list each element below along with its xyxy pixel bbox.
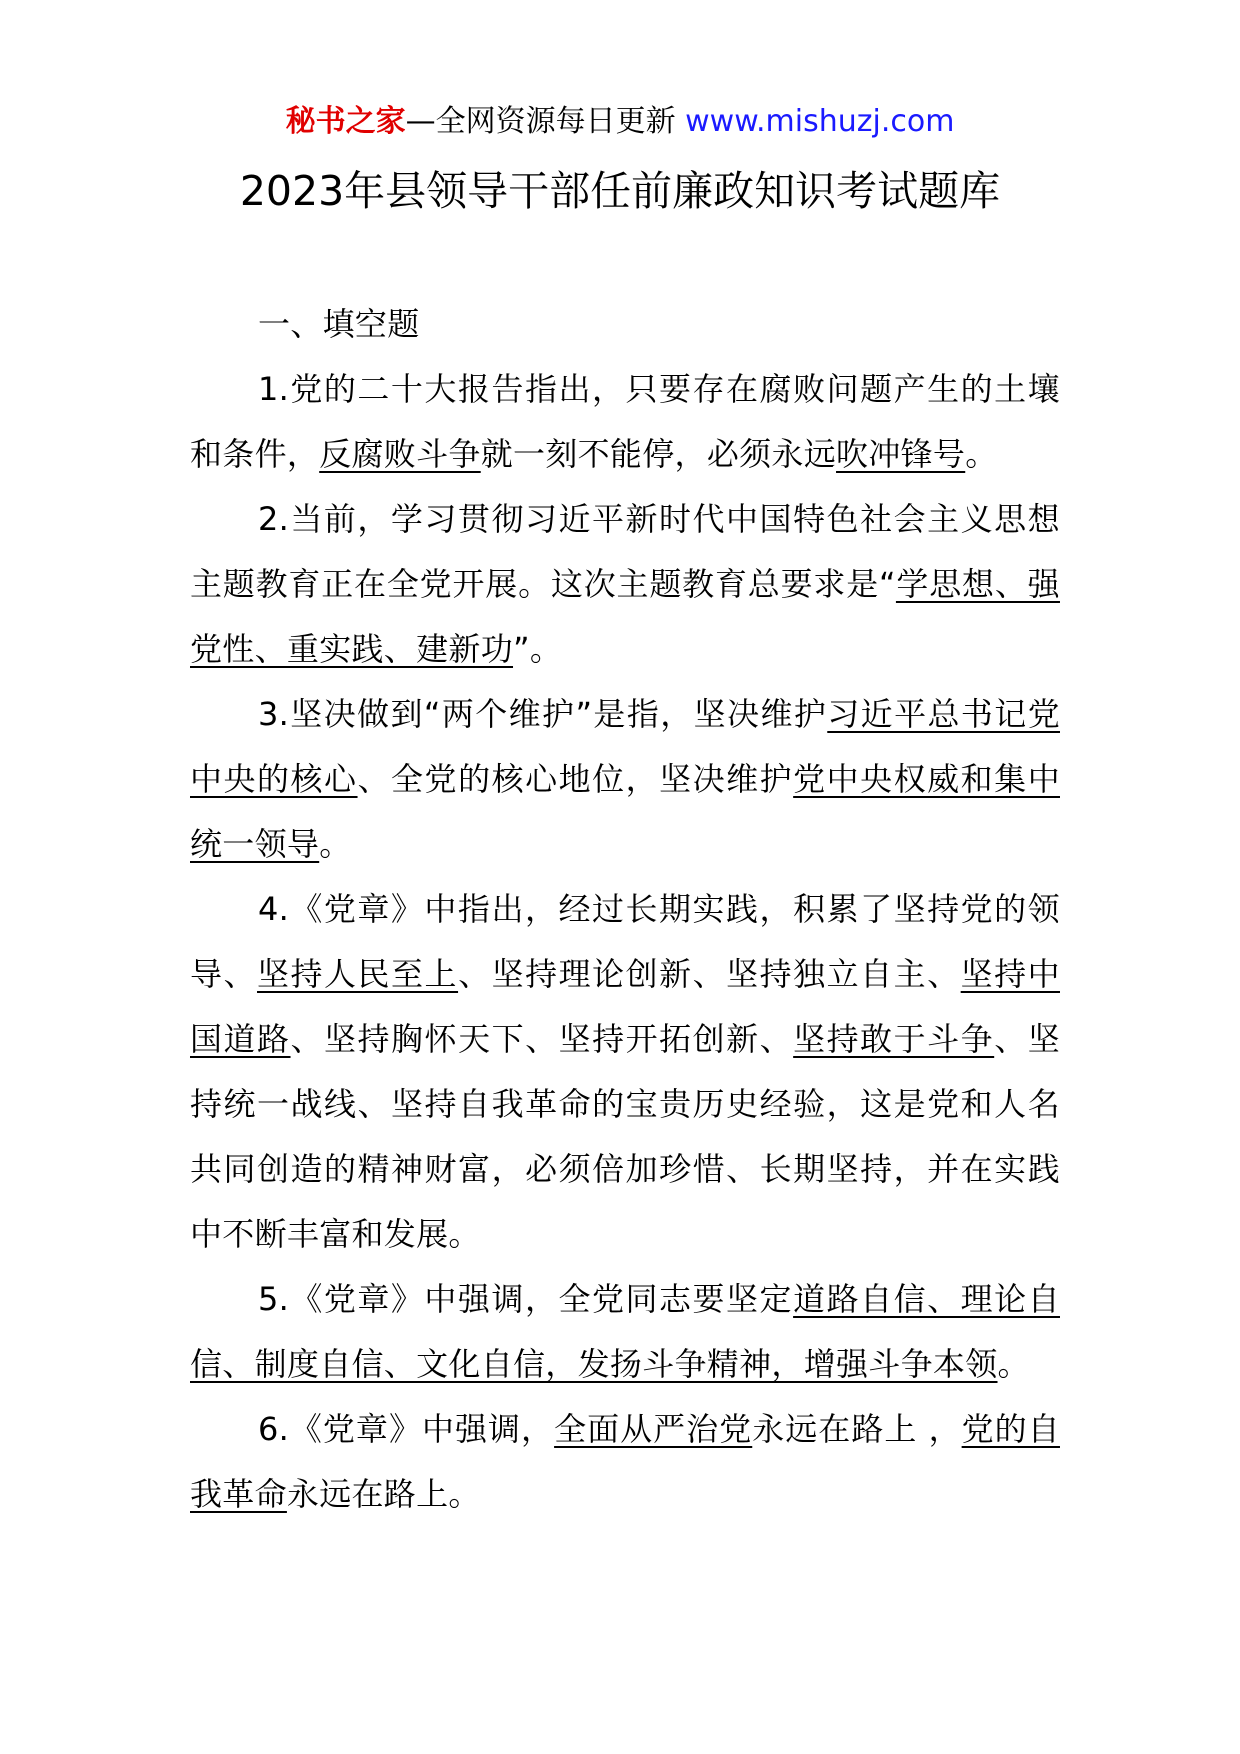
answer-blank: 坚持敢于斗争	[793, 1020, 995, 1058]
question-text: ”。	[513, 630, 563, 668]
answer-blank: 吹冲锋号	[836, 435, 966, 473]
question-item	[190, 682, 1060, 877]
question-text: 。	[997, 1345, 1030, 1383]
question-item	[190, 1267, 1060, 1397]
document-title: 2023年县领导干部任前廉政知识考试题库	[239, 167, 1001, 215]
question-text: 永远在路上 ，	[752, 1410, 962, 1448]
question-list	[190, 357, 1060, 1527]
answer-blank: 反腐败斗争	[319, 435, 481, 473]
question-item	[190, 487, 1060, 682]
site-url-link[interactable]: www.mishuzj.com	[685, 104, 955, 139]
question-text: 5.《党章》中强调，全党同志要坚定	[258, 1280, 794, 1318]
answer-blank: 学思想、强党性、重实践、建新功	[190, 565, 1060, 668]
question-text: 。	[319, 825, 352, 863]
question-text: 3.坚决做到“两个维护”是指，坚决维护	[258, 695, 828, 733]
question-text: 2.当前，学习贯彻习近平新时代中国特色社会主义思想主题教育正在全党开展。这次主题教育总要求是“	[190, 500, 1060, 603]
question-text: 4.《党章》中指出，经过长期实践，积累了坚持党的领导、	[190, 890, 1060, 993]
answer-blank: 党的自我革命	[190, 1410, 1060, 1513]
answer-blank: 坚持中国道路	[190, 955, 1060, 1058]
brand-name: 秘书之家	[285, 104, 406, 139]
question-text: 、坚持统一战线、坚持自我革命的宝贵历史经验，这是党和人名共同创造的精神财富，必须倍加珍惜、长期坚持，并在实践中不断丰富和发展。	[190, 1020, 1060, 1253]
answer-blank: 习近平总书记党中央的核心	[190, 695, 1060, 798]
document-body	[190, 292, 1060, 1527]
answer-blank: 道路自信、理论自信、制度自信、文化自信，发扬斗争精神，增强斗争本领	[190, 1280, 1060, 1383]
answer-blank: 坚持人民至上	[257, 955, 459, 993]
answer-blank: 党中央权威和集中统一领导	[190, 760, 1060, 863]
question-text: 6.《党章》中强调，	[258, 1410, 555, 1448]
section-heading: 一、填空题	[258, 305, 420, 343]
question-text: 就一刻不能停，必须永远	[480, 435, 837, 473]
question-item	[190, 357, 1060, 487]
question-text: 永远在路上。	[286, 1475, 481, 1513]
question-item	[190, 877, 1060, 1267]
question-text: 、全党的核心地位，坚决维护	[357, 760, 794, 798]
site-header	[0, 102, 1240, 142]
question-text: 、坚持理论创新、坚持独立自主、	[458, 955, 961, 993]
question-text: 。	[965, 435, 998, 473]
question-text: 1.党的二十大报告指出，只要存在腐败问题产生的土壤和条件，	[190, 370, 1060, 473]
answer-blank: 全面从严治党	[554, 1410, 753, 1448]
question-item	[190, 1397, 1060, 1527]
header-tagline: —全网资源每日更新	[405, 104, 686, 139]
question-text: 、坚持胸怀天下、坚持开拓创新、	[290, 1020, 794, 1058]
